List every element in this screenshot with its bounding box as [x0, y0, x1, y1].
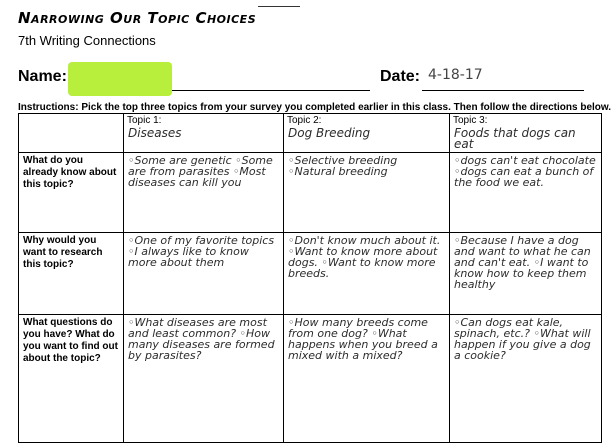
- topic-2-header: [284, 114, 450, 153]
- table-row: [19, 315, 602, 443]
- topic-3-header: [450, 114, 602, 153]
- answer-cell[interactable]: ◦Selective breeding ◦Natural breeding: [284, 153, 450, 233]
- topic-value[interactable]: Foods that dogs can eat: [454, 126, 576, 151]
- answer-cell[interactable]: ◦Because I have a dog and want to what he can and can't eat. ◦I want to know how to keep them healthy: [450, 233, 602, 315]
- name-field-highlight[interactable]: [68, 62, 172, 96]
- header-empty-cell: [19, 114, 124, 153]
- topic-label: Topic 3:: [453, 115, 488, 126]
- table-row: [19, 153, 602, 233]
- name-field-line[interactable]: [172, 90, 370, 91]
- table-row: [19, 233, 602, 315]
- table-header-row: [19, 114, 602, 153]
- answer-cell[interactable]: ◦One of my favorite topics ◦I always like to know more about them: [124, 233, 284, 315]
- answer-cell[interactable]: ◦Some are genetic ◦Some are from parasites ◦Most diseases can kill you: [124, 153, 284, 233]
- page-subtitle: 7th Writing Connections: [18, 33, 156, 48]
- topic-value[interactable]: Diseases: [128, 126, 182, 140]
- instructions: Instructions: Pick the top three topics from your survey you completed earlier in this class. Then follow the directions below.: [18, 102, 612, 113]
- topic-table: [18, 113, 602, 443]
- decorative-line: [258, 6, 300, 7]
- page-title: Narrowing Our Topic Choices: [18, 9, 257, 27]
- name-label: Name:: [18, 68, 67, 85]
- answer-cell[interactable]: ◦dogs can't eat chocolate ◦dogs can eat a bunch of the food we eat.: [450, 153, 602, 233]
- date-label: Date:: [380, 68, 421, 85]
- row-question: What do you already know about this topic?: [19, 153, 124, 233]
- topic-label: Topic 1:: [127, 115, 162, 126]
- row-question: Why would you want to research this topic?: [19, 233, 124, 315]
- answer-cell[interactable]: ◦Can dogs eat kale, spinach, etc.? ◦What will happen if you give a dog a cookie?: [450, 315, 602, 443]
- topic-label: Topic 2:: [287, 115, 322, 126]
- date-field-value[interactable]: 4-18-17: [428, 67, 483, 83]
- row-question: What questions do you have? What do you want to find out about the topic?: [19, 315, 124, 443]
- topic-value[interactable]: Dog Breeding: [288, 126, 371, 140]
- answer-cell[interactable]: ◦Don't know much about it. ◦Want to know more about dogs. ◦Want to know more breeds.: [284, 233, 450, 315]
- answer-cell[interactable]: ◦How many breeds come from one dog? ◦What happens when you breed a mixed with a mixed?: [284, 315, 450, 443]
- date-field-line[interactable]: [422, 90, 584, 91]
- topic-1-header: [124, 114, 284, 153]
- answer-cell[interactable]: ◦What diseases are most and least common? ◦How many diseases are formed by parasites?: [124, 315, 284, 443]
